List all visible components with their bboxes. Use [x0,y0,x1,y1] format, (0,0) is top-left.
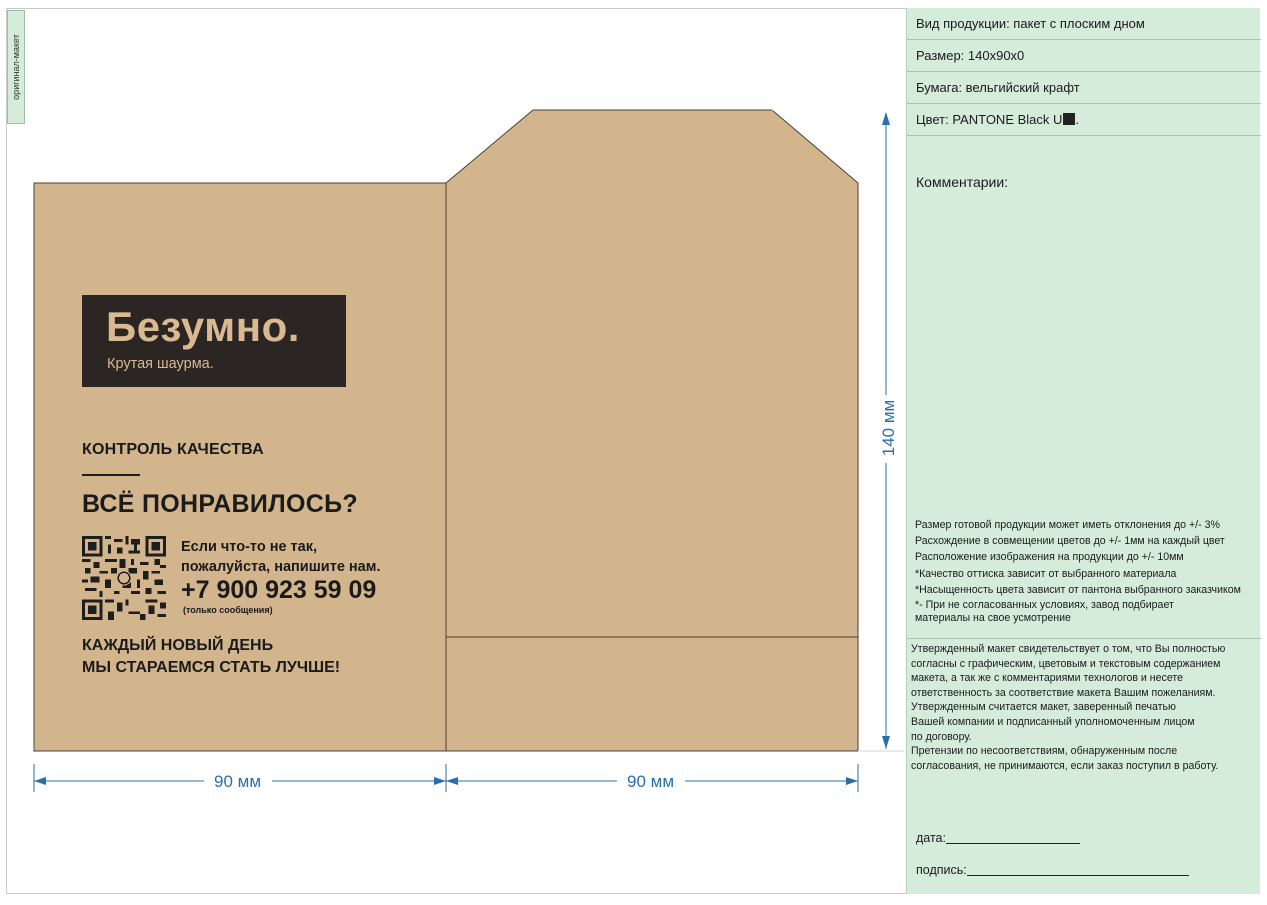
approval-line: согласны с графическим, цветовым и текстовым содержанием [911,657,1221,670]
qr-code-icon [82,536,166,620]
dimension-label-right: 90 мм [627,772,675,791]
dimension-label-height: 140 мм [879,399,898,457]
contact-message-line-1: Если что-то не так, [181,539,318,555]
phone-note: (только сообщения) [183,605,273,615]
approval-line: Утвержденный макет свидетельствует о том, что Вы полностью [911,643,1226,655]
note-line: Расположение изображения на продукции до +/- 10мм [915,551,1184,564]
color-swatch-icon [1063,113,1075,125]
spec-product: Вид продукции: пакет с плоским дном [907,8,1261,40]
signature-label: подпись: [916,863,967,877]
spec-panel [906,8,1260,894]
approval-line: ответственность за соответствие макета Вашим пожеланиям. [911,686,1216,699]
date-label: дата: [916,831,946,845]
note-line: Расхождение в совмещении цветов до +/- 1мм на каждый цвет [915,535,1225,548]
approval-line: Претензии по несоответствиям, обнаруженным после [911,745,1178,758]
approval-line: Вашей компании и подписанный уполномоченным лицом [911,715,1195,728]
dimension-label-left: 90 мм [214,772,262,791]
arrow-left-end [434,777,446,785]
spec-size: Размер: 140x90x0 [907,40,1261,72]
approval-line: Утвержденным считается макет, заверенный печатью [911,701,1176,714]
phone-number: +7 900 923 59 09 [181,576,377,604]
signature-field [916,863,1189,877]
date-field [916,831,1080,845]
quality-heading: КОНТРОЛЬ КАЧЕСТВА [82,441,264,458]
tolerance-notes [915,517,1241,626]
heading-underline [82,474,140,476]
arrow-right-start [446,777,458,785]
arrow-left-start [34,777,46,785]
contact-message-line-2: пожалуйста, напишите нам. [181,559,381,575]
note-line: *- При не согласованных условиях, завод подбирает [915,599,1174,612]
slogan-line-1: КАЖДЫЙ НОВЫЙ ДЕНЬ [82,637,274,654]
approval-line: макета, а так же с комментариями технологов и несете [911,672,1183,685]
approval-text [911,642,1257,773]
panel-divider [907,638,1261,639]
slogan [82,635,340,679]
note-line: материалы на свое усмотрение [915,612,1071,625]
approval-line: согласования, не принимаются, если заказ поступил в работу. [911,759,1219,772]
signature-line [967,875,1189,876]
side-tab-label: оригинал-макет [11,34,21,100]
arrow-down [882,736,890,749]
date-line [946,843,1080,844]
bag-right-panel [446,110,858,751]
arrow-right-end [846,777,858,785]
question-heading: ВСЁ ПОНРАВИЛОСЬ? [82,490,358,518]
spec-color-text: Цвет: PANTONE Black U [916,112,1063,127]
note-line: *Насыщенность цвета зависит от пантона выбранного заказчиком [915,583,1241,596]
brand-logo [82,295,346,387]
approval-line: по договору. [911,730,972,743]
logo-title: Безумно. [106,303,300,350]
comments-label: Комментарии: [916,174,1009,190]
spec-color-suffix: . [1075,112,1080,127]
arrow-up [882,112,890,125]
logo-subtitle: Крутая шаурма. [107,356,214,372]
note-line: Размер готовой продукции может иметь отклонения до +/- 3% [915,519,1220,531]
note-line: *Качество оттиска зависит от выбранного материала [915,567,1177,580]
spec-paper: Бумага: вельгийский крафт [907,72,1261,104]
spec-color [907,104,1261,136]
contact-message [181,537,381,577]
slogan-line-2: МЫ СТАРАЕМСЯ СТАТЬ ЛУЧШЕ! [82,659,341,676]
